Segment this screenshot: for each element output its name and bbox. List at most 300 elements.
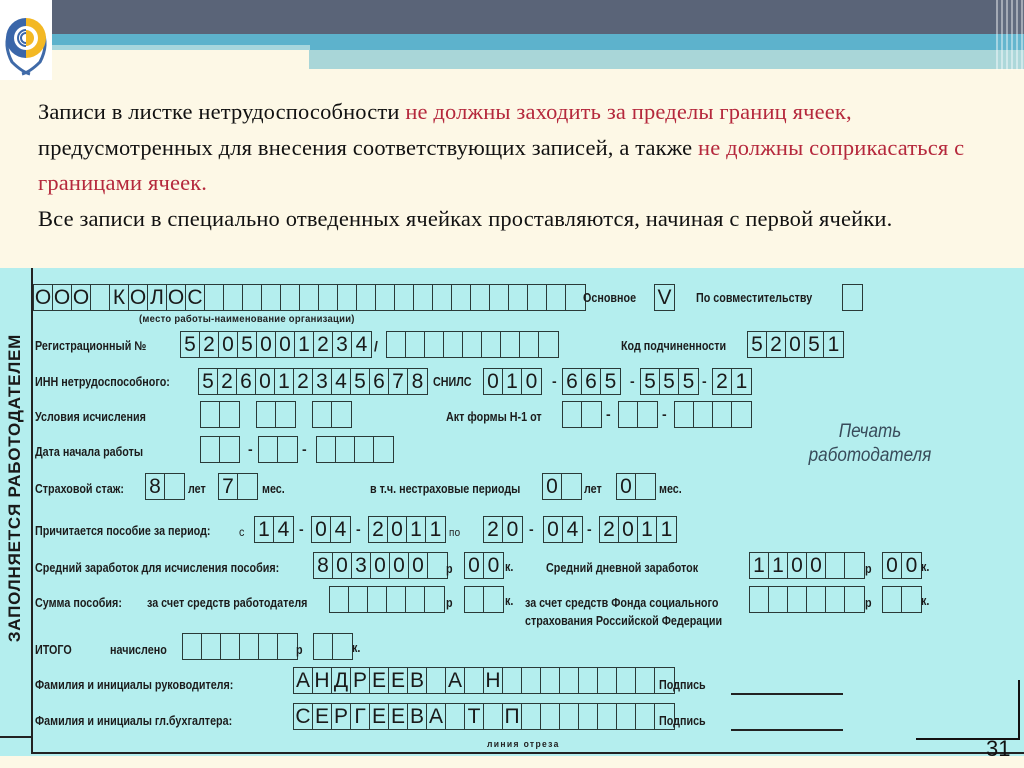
accrued-label: начислено (110, 643, 167, 657)
form-cell[interactable]: 8 (314, 553, 333, 578)
fss-logo (0, 0, 52, 80)
intro-paragraph-2: Все записи в специально отведенных ячейках проставляются, начиная с первой ячейки. (38, 205, 893, 231)
form-cell[interactable] (333, 634, 352, 659)
form-cell[interactable] (317, 437, 336, 462)
form-cell[interactable] (562, 474, 581, 499)
form-cell[interactable] (374, 437, 393, 462)
fss-funds-label-2: страхования Российской Федерации (525, 614, 723, 628)
total-kop-cells[interactable] (313, 633, 353, 660)
non-insurance-years-cells[interactable] (542, 473, 582, 500)
form-cell[interactable]: 0 (409, 553, 428, 578)
inn-label: ИНН нетрудоспособного: (35, 375, 170, 389)
start-date-month[interactable] (258, 436, 298, 463)
form-cell[interactable] (636, 668, 655, 693)
form-frame-line (31, 752, 1024, 754)
form-cell[interactable] (257, 402, 276, 427)
kop-unit: к. (505, 594, 514, 608)
dash: - (529, 521, 534, 537)
form-cell[interactable] (220, 437, 239, 462)
form-cell[interactable] (902, 587, 921, 612)
subordination-cells[interactable] (747, 331, 844, 358)
form-cell[interactable] (332, 402, 351, 427)
form-cell[interactable]: 1 (429, 518, 442, 541)
form-cell[interactable]: 2 (369, 517, 388, 542)
form-cell[interactable]: Е (370, 704, 389, 729)
form-cell[interactable] (281, 285, 300, 310)
org-name-cells[interactable] (33, 284, 586, 311)
form-cell[interactable] (220, 402, 239, 427)
form-cell[interactable] (471, 285, 490, 310)
registration-extra-cells[interactable] (386, 331, 559, 358)
form-cell[interactable] (444, 332, 463, 357)
avg-daily-rub-cells[interactable] (749, 552, 865, 579)
form-cell[interactable]: 4 (334, 518, 347, 541)
form-cell[interactable]: 1 (827, 333, 840, 356)
form-cell[interactable] (276, 402, 295, 427)
form-cell[interactable] (883, 587, 902, 612)
form-cell[interactable]: Г (351, 704, 370, 729)
form-cell[interactable]: 1 (769, 553, 788, 578)
form-cell[interactable]: Р (332, 704, 351, 729)
form-cell[interactable]: А (446, 668, 465, 693)
form-cell[interactable]: 6 (370, 369, 389, 394)
form-cell[interactable] (560, 668, 579, 693)
form-cell[interactable]: 0 (219, 332, 238, 357)
form-cell[interactable]: 0 (257, 332, 276, 357)
form-cell[interactable] (428, 553, 447, 578)
form-cell[interactable] (414, 285, 433, 310)
dash: - (606, 406, 611, 422)
form-cell[interactable]: 5 (641, 369, 660, 394)
form-cell[interactable] (330, 587, 349, 612)
form-cell[interactable]: 0 (256, 369, 275, 394)
form-cell[interactable]: П (503, 704, 522, 729)
intro-text-plain: Записи в листке нетрудоспособности (38, 99, 406, 124)
accountant-name-label: Фамилия и инициалы гл.бухгалтера: (35, 714, 233, 728)
form-cell[interactable]: 0 (333, 553, 352, 578)
non-insurance-months-cells[interactable] (616, 473, 656, 500)
form-cell[interactable] (387, 587, 406, 612)
form-cell[interactable] (338, 285, 357, 310)
form-cell[interactable]: 0 (371, 553, 390, 578)
months-unit: мес. (659, 482, 682, 496)
form-cell[interactable]: 5 (199, 369, 218, 394)
form-cell[interactable]: 0 (487, 554, 500, 577)
form-cell[interactable]: Е (313, 704, 332, 729)
dash: - (662, 406, 667, 422)
insurance-years-cells[interactable] (145, 473, 185, 500)
conditions-group-3[interactable] (312, 401, 352, 428)
employer-funds-rub-cells[interactable] (329, 586, 445, 613)
years-unit: лет (188, 482, 206, 496)
form-cell[interactable] (238, 474, 257, 499)
form-cell[interactable]: А (427, 704, 446, 729)
form-cell[interactable]: 5 (604, 370, 617, 393)
form-cell[interactable] (425, 587, 444, 612)
form-cell[interactable]: 0 (465, 553, 484, 578)
conditions-group-2[interactable] (256, 401, 296, 428)
form-cell[interactable] (560, 704, 579, 729)
form-cell[interactable]: 7 (219, 474, 238, 499)
kop-unit: к. (352, 641, 361, 655)
registration-number-cells[interactable] (180, 331, 372, 358)
form-cell[interactable]: 4 (332, 369, 351, 394)
form-cell[interactable] (826, 553, 845, 578)
main-job-checkbox[interactable] (654, 284, 675, 311)
total-rub-cells[interactable] (182, 633, 298, 660)
form-cell[interactable] (617, 668, 636, 693)
form-cell[interactable] (845, 587, 864, 612)
form-cell[interactable] (224, 285, 243, 310)
form-cell[interactable]: Т (465, 704, 484, 729)
part-time-checkbox[interactable] (842, 284, 863, 311)
head-name-label: Фамилия и инициалы руководителя: (35, 678, 234, 692)
dash: - (356, 521, 361, 537)
form-cell[interactable] (425, 332, 444, 357)
rub-unit: р (865, 562, 872, 576)
period-from-year[interactable] (368, 516, 446, 543)
form-cell[interactable] (221, 634, 240, 659)
intro-text-highlight: не должны соприкасаться с границами ячеек. (38, 134, 965, 195)
form-cell[interactable]: А (294, 668, 313, 693)
form-cell[interactable] (201, 437, 220, 462)
period-from-month[interactable] (311, 516, 351, 543)
form-cell[interactable] (547, 285, 566, 310)
period-label: Причитается пособие за период: (35, 524, 211, 538)
form-cell[interactable] (843, 285, 862, 310)
avg-daily-kop-cells[interactable] (882, 552, 922, 579)
form-cell[interactable]: 2 (200, 332, 219, 357)
form-cell[interactable]: 1 (750, 553, 769, 578)
form-cell[interactable] (636, 474, 655, 499)
side-label-text: ЗАПОЛНЯЕТСЯ РАБОТОДАТЕЛЕМ (5, 333, 24, 643)
form-cell[interactable] (387, 332, 406, 357)
form-cell[interactable] (313, 402, 332, 427)
form-cell[interactable] (278, 437, 297, 462)
avg-earnings-label: Средний заработок для исчисления пособия: (35, 561, 280, 575)
form-cell[interactable] (522, 704, 541, 729)
months-unit: мес. (262, 482, 285, 496)
intro-text-plain: предусмотренных для внесения соответствующих записей, а также (38, 134, 699, 160)
rub-unit: р (865, 596, 872, 610)
form-cell[interactable]: С (294, 704, 313, 729)
form-cell[interactable]: В (408, 704, 427, 729)
registration-slash: / (374, 338, 378, 354)
form-cell[interactable]: 2 (294, 369, 313, 394)
form-cell[interactable]: 4 (355, 333, 368, 356)
form-cell[interactable]: Е (389, 704, 408, 729)
form-cell[interactable]: 1 (275, 369, 294, 394)
insurance-months-cells[interactable] (218, 473, 258, 500)
form-cell[interactable]: 1 (735, 370, 748, 393)
header-dark-band (52, 0, 1024, 34)
form-cell[interactable]: 5 (805, 332, 824, 357)
form-cell[interactable] (465, 668, 484, 693)
fss-funds-label: за счет средств Фонда социального (525, 596, 719, 610)
form-cell[interactable]: V (657, 286, 672, 309)
form-cell[interactable]: Н (484, 668, 503, 693)
form-cell[interactable]: 0 (905, 554, 918, 577)
page-number-bracket (1018, 680, 1020, 738)
org-name-caption: (место работы-наименование организации) (139, 313, 355, 325)
form-cell[interactable]: 2 (713, 369, 732, 394)
form-cell[interactable] (446, 704, 465, 729)
header-stripes (996, 0, 1024, 70)
form-cell[interactable] (769, 587, 788, 612)
period-to-month[interactable] (543, 516, 583, 543)
form-cell[interactable]: 0 (388, 517, 407, 542)
snils-group-2[interactable] (562, 368, 621, 395)
form-cell[interactable]: 5 (682, 370, 695, 393)
form-cell[interactable] (395, 285, 414, 310)
form-cell[interactable]: 5 (660, 369, 679, 394)
form-cell[interactable]: 5 (238, 332, 257, 357)
form-cell[interactable]: 3 (313, 369, 332, 394)
period-from-day[interactable] (254, 516, 294, 543)
avg-daily-label: Средний дневной заработок (546, 561, 699, 575)
form-cell[interactable] (240, 634, 259, 659)
form-cell[interactable] (463, 332, 482, 357)
snils-group-1[interactable] (483, 368, 542, 395)
act-n1-day[interactable] (562, 401, 602, 428)
form-cell[interactable]: В (408, 668, 427, 693)
act-n1-month[interactable] (618, 401, 658, 428)
form-cell[interactable]: 0 (619, 517, 638, 542)
form-cell[interactable] (314, 634, 333, 659)
form-cell[interactable]: 2 (767, 332, 786, 357)
form-cell[interactable] (528, 285, 547, 310)
form-cell[interactable] (262, 285, 281, 310)
form-cell[interactable]: Н (313, 668, 332, 693)
stamp-text: Печать (838, 421, 902, 442)
form-cell[interactable]: 0 (543, 474, 562, 499)
form-cell[interactable]: 0 (788, 553, 807, 578)
form-cell[interactable]: 5 (181, 332, 200, 357)
form-cell[interactable]: О (129, 286, 147, 309)
conditions-group-1[interactable] (200, 401, 240, 428)
form-cell[interactable] (541, 704, 560, 729)
form-cell[interactable] (636, 704, 655, 729)
kop-unit: к. (921, 594, 930, 608)
form-cell[interactable] (452, 285, 471, 310)
act-n1-year[interactable] (674, 401, 752, 428)
dash: - (299, 521, 304, 537)
form-cell[interactable]: О (53, 286, 71, 309)
form-cell[interactable]: 5 (748, 332, 767, 357)
years-unit: лет (584, 482, 602, 496)
avg-earnings-rub-cells[interactable] (313, 552, 448, 579)
form-cell[interactable] (541, 668, 560, 693)
form-cell[interactable] (91, 285, 110, 310)
form-cell[interactable] (598, 668, 617, 693)
fss-funds-kop-cells[interactable] (882, 586, 922, 613)
snils-label: СНИЛС (433, 375, 472, 389)
form-cell[interactable] (349, 587, 368, 612)
form-cell[interactable]: 0 (883, 553, 902, 578)
form-cell[interactable] (522, 668, 541, 693)
form-cell[interactable]: Е (370, 668, 389, 693)
form-cell[interactable] (638, 402, 657, 427)
form-cell[interactable]: 1 (660, 518, 673, 541)
form-cell[interactable] (598, 704, 617, 729)
form-cell[interactable]: 0 (506, 518, 519, 541)
form-cell[interactable]: 0 (617, 474, 636, 499)
form-cell[interactable] (183, 634, 202, 659)
form-cell[interactable]: Л (148, 285, 167, 310)
form-cell[interactable] (368, 587, 387, 612)
head-name-cells[interactable] (293, 667, 675, 694)
form-cell[interactable] (490, 285, 509, 310)
form-cell[interactable] (788, 587, 807, 612)
form-cell[interactable]: 3 (352, 553, 371, 578)
non-insurance-label: в т.ч. нестраховые периоды (370, 482, 521, 496)
conditions-label: Условия исчисления (35, 410, 146, 424)
form-cell[interactable]: 0 (390, 553, 409, 578)
period-to-day[interactable] (483, 516, 523, 543)
form-cell[interactable]: 1 (255, 517, 274, 542)
form-cell[interactable] (579, 704, 598, 729)
form-cell[interactable]: 0 (786, 332, 805, 357)
form-cell[interactable]: 0 (807, 553, 826, 578)
form-cell[interactable]: 1 (295, 332, 314, 357)
accountant-signature-line[interactable] (731, 729, 843, 731)
form-cell[interactable]: О (34, 286, 52, 309)
form-cell[interactable]: 7 (389, 369, 408, 394)
form-cell[interactable]: Р (351, 668, 370, 693)
form-cell[interactable] (357, 285, 376, 310)
form-cell[interactable] (205, 285, 224, 310)
form-cell[interactable] (201, 402, 220, 427)
form-cell[interactable] (300, 285, 319, 310)
form-cell[interactable]: 4 (277, 518, 290, 541)
dash: - (302, 441, 307, 457)
form-cell[interactable] (484, 704, 503, 729)
form-cell[interactable]: 5 (351, 369, 370, 394)
form-cell[interactable] (243, 285, 262, 310)
form-cell[interactable]: 4 (566, 518, 579, 541)
form-cell[interactable] (520, 332, 539, 357)
form-cell[interactable] (694, 402, 713, 427)
rub-unit: р (446, 562, 453, 576)
form-cell[interactable] (482, 332, 501, 357)
form-cell[interactable] (675, 402, 694, 427)
fss-emblem-icon (0, 0, 52, 80)
form-cell[interactable]: 0 (525, 370, 538, 393)
form-cell[interactable]: 6 (563, 369, 582, 394)
form-cell[interactable]: К (110, 285, 129, 310)
head-signature-line[interactable] (731, 693, 843, 695)
form-cell[interactable] (259, 634, 278, 659)
form-cell[interactable] (336, 437, 355, 462)
avg-earnings-kop-cells[interactable] (464, 552, 504, 579)
form-cell[interactable] (563, 402, 582, 427)
form-cell[interactable]: 1 (407, 517, 426, 542)
form-cell[interactable]: 0 (484, 369, 503, 394)
form-cell[interactable]: 0 (276, 332, 295, 357)
form-cell[interactable]: Д (332, 668, 351, 693)
employer-stamp-area (798, 420, 942, 468)
form-cell[interactable]: 2 (600, 517, 619, 542)
fss-funds-rub-cells[interactable] (749, 586, 865, 613)
form-cell[interactable]: 6 (582, 369, 601, 394)
form-cell[interactable] (278, 634, 297, 659)
form-cell[interactable] (619, 402, 638, 427)
form-cell[interactable]: 0 (544, 517, 563, 542)
form-cell[interactable]: 1 (638, 517, 657, 542)
form-cell[interactable] (202, 634, 221, 659)
form-cell[interactable] (501, 332, 520, 357)
form-cell[interactable]: 8 (146, 474, 165, 499)
employer-funds-kop-cells[interactable] (464, 586, 504, 613)
form-cell[interactable] (319, 285, 338, 310)
dash: - (248, 441, 253, 457)
form-cell[interactable] (750, 587, 769, 612)
benefit-label: Сумма пособия: (35, 596, 122, 610)
form-cell[interactable] (509, 285, 528, 310)
form-cell[interactable] (503, 668, 522, 693)
start-date-year[interactable] (316, 436, 394, 463)
form-cell[interactable] (845, 553, 864, 578)
form-cell[interactable]: 8 (411, 370, 424, 393)
form-cell[interactable] (465, 587, 484, 612)
form-cell[interactable]: 3 (333, 332, 352, 357)
period-to-label: по (449, 527, 461, 539)
start-date-day[interactable] (200, 436, 240, 463)
form-cell[interactable] (376, 285, 395, 310)
intro-text (38, 94, 988, 236)
period-to-year[interactable] (599, 516, 677, 543)
form-cell[interactable]: 2 (484, 517, 503, 542)
form-cell[interactable] (259, 437, 278, 462)
subordination-label: Код подчиненности (621, 339, 727, 353)
form-cell[interactable] (539, 332, 558, 357)
form-cell[interactable] (433, 285, 452, 310)
form-cell[interactable]: О (167, 286, 185, 309)
form-cell[interactable]: С (186, 285, 205, 310)
form-cell[interactable] (713, 402, 732, 427)
rub-unit: р (446, 596, 453, 610)
snils-group-4[interactable] (712, 368, 752, 395)
snils-group-3[interactable] (640, 368, 699, 395)
form-cell[interactable] (807, 587, 826, 612)
form-cell[interactable] (406, 332, 425, 357)
kop-unit: к. (505, 560, 514, 574)
form-cell[interactable] (582, 402, 601, 427)
form-cell[interactable] (732, 402, 751, 427)
form-frame-line (0, 736, 33, 738)
form-cell[interactable]: 6 (237, 369, 256, 394)
form-cell[interactable] (406, 587, 425, 612)
act-n1-label: Акт формы Н-1 от (446, 410, 542, 424)
registration-label: Регистрационный № (35, 339, 147, 353)
form-cell[interactable]: 1 (503, 369, 522, 394)
form-cell[interactable] (579, 668, 598, 693)
form-cell[interactable]: О (72, 286, 90, 309)
form-cell[interactable] (427, 668, 446, 693)
form-cell[interactable] (484, 587, 503, 612)
header-light-band-right (309, 50, 1024, 69)
form-cell[interactable]: 2 (218, 369, 237, 394)
form-cell[interactable] (165, 474, 184, 499)
inn-cells[interactable] (198, 368, 428, 395)
form-cell[interactable] (826, 587, 845, 612)
form-cell[interactable]: 2 (314, 332, 333, 357)
accountant-name-cells[interactable] (293, 703, 675, 730)
form-cell[interactable] (355, 437, 374, 462)
form-cell[interactable]: Е (389, 668, 408, 693)
form-cell[interactable]: 0 (312, 517, 331, 542)
form-cell[interactable] (617, 704, 636, 729)
